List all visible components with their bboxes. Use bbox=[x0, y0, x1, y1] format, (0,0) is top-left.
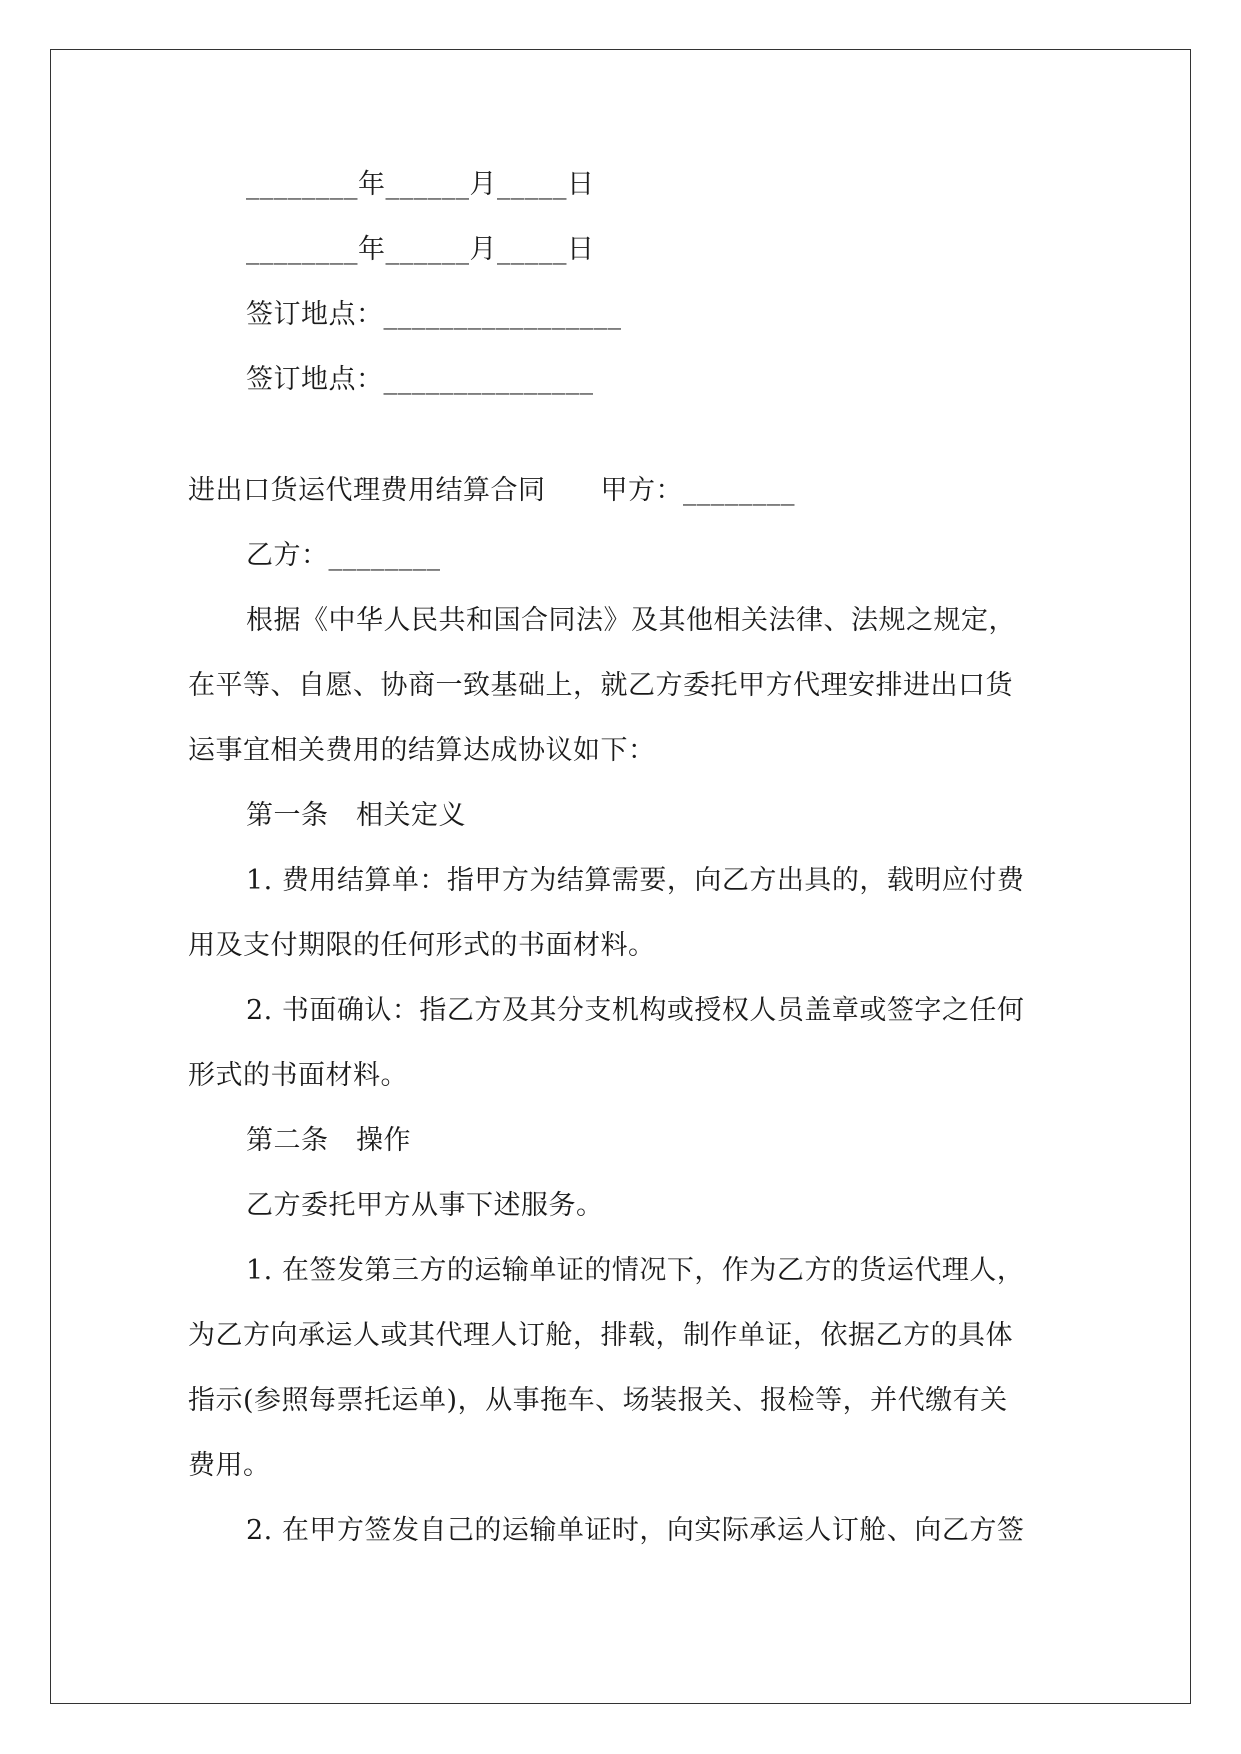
document-body bbox=[188, 152, 1058, 1563]
signing-place-line-1: 签订地点：_________________ bbox=[246, 299, 622, 330]
article-2-heading: 第二条 操作 bbox=[246, 1125, 411, 1156]
article-2-intro: 乙方委托甲方从事下述服务。 bbox=[246, 1190, 604, 1221]
article-2-item-1-line-3: 指示(参照每票托运单)，从事拖车、场装报关、报检等，并代缴有关 bbox=[188, 1385, 1008, 1416]
contract-title-line: 进出口货运代理费用结算合同 甲方：________ bbox=[188, 475, 795, 506]
article-2-item-1-line-1: 1. 在签发第三方的运输单证的情况下，作为乙方的货运代理人， bbox=[246, 1255, 1025, 1286]
article-1-item-2-line-2: 形式的书面材料。 bbox=[188, 1060, 408, 1091]
section-spacer bbox=[188, 412, 1058, 458]
article-1-item-2-line-1: 2. 书面确认：指乙方及其分支机构或授权人员盖章或签字之任何 bbox=[246, 995, 1025, 1026]
article-1-item-1-line-1: 1. 费用结算单：指甲方为结算需要，向乙方出具的，载明应付费 bbox=[246, 865, 1025, 896]
preamble-line-2: 在平等、自愿、协商一致基础上，就乙方委托甲方代理安排进出口货 bbox=[188, 670, 1013, 701]
date-line-2: ________年______月_____日 bbox=[246, 234, 595, 265]
article-2-item-1-line-4: 费用。 bbox=[188, 1450, 271, 1481]
date-line-1: ________年______月_____日 bbox=[246, 169, 595, 200]
preamble-line-3: 运事宜相关费用的结算达成协议如下： bbox=[188, 735, 656, 766]
article-1-heading: 第一条 相关定义 bbox=[246, 800, 466, 831]
signing-place-line-2: 签订地点：_______________ bbox=[246, 364, 594, 395]
article-2-item-2-line-1: 2. 在甲方签发自己的运输单证时，向实际承运人订舱、向乙方签 bbox=[246, 1515, 1025, 1546]
article-1-item-1-line-2: 用及支付期限的任何形式的书面材料。 bbox=[188, 930, 656, 961]
article-2-item-1-line-2: 为乙方向承运人或其代理人订舱，排载，制作单证，依据乙方的具体 bbox=[188, 1320, 1013, 1351]
preamble-line-1: 根据《中华人民共和国合同法》及其他相关法律、法规之规定， bbox=[246, 605, 1016, 636]
party-b-line: 乙方：________ bbox=[246, 540, 441, 571]
